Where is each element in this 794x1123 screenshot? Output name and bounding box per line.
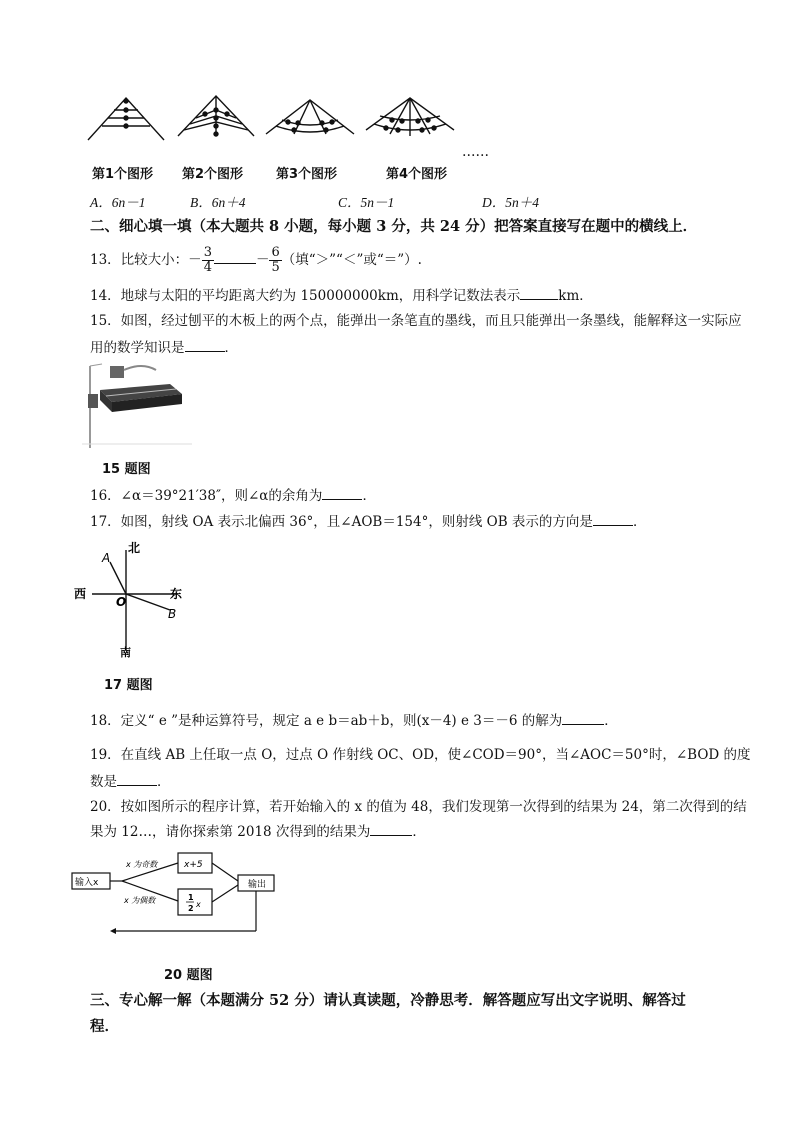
- q15-board-figure: [82, 360, 192, 452]
- q20-suffix: ．: [412, 824, 426, 840]
- flow-odd-label: x 为奇数: [126, 860, 158, 869]
- ray-oa: [110, 562, 126, 594]
- label-o: O: [116, 595, 127, 609]
- section-3-heading-line1: 三、专心解一解（本题满分 52 分）请认真读题，冷静思考．解答题应写出文字说明、解答过: [90, 992, 686, 1009]
- q17-figure-caption: 17 题图: [104, 678, 153, 693]
- flow-input-label: 输入x: [75, 878, 99, 888]
- figure-caption-2: 第2个图形: [182, 167, 244, 182]
- label-north: 北: [128, 541, 141, 555]
- pattern-figure-1: [88, 98, 164, 140]
- q13-prefix: 13．比较大小：－: [90, 252, 202, 268]
- question-19-line2: [90, 771, 171, 792]
- label-a: A: [102, 551, 111, 565]
- q13-mid: －: [255, 252, 270, 268]
- question-16: [90, 485, 376, 506]
- q16-text: 16．∠α＝39°21′38″，则∠α的余角为: [90, 488, 323, 504]
- q14-suffix: km．: [558, 288, 593, 304]
- flow-half-num: 1: [188, 893, 194, 902]
- q13-suffix: （填“＞”“＜”或“＝”）.: [281, 252, 422, 268]
- q15-suffix: ．: [224, 340, 238, 356]
- question-15-line2: [90, 337, 238, 358]
- flow-half-den: 2: [188, 904, 194, 913]
- q19-suffix: ．: [157, 774, 171, 790]
- question-20-line2: [90, 821, 426, 842]
- figure-ellipsis: ……: [462, 144, 489, 160]
- label-east: 东: [170, 587, 183, 601]
- question-20-line1: 20．按如图所示的程序计算，若开始输入的 x 的值为 48，我们发现第一次得到的结果为 24，第二次得到的结: [90, 799, 747, 815]
- question-13: [90, 246, 422, 275]
- option-b: B．6n＋4: [190, 195, 246, 210]
- label-b: B: [168, 607, 177, 621]
- option-c: C．5n－1: [338, 195, 395, 210]
- q13-fraction-2: $\frac{6}{5}$: [271, 245, 280, 275]
- ray-ob: [126, 594, 170, 610]
- figure-caption-1: 第1个图形: [92, 167, 154, 182]
- question-18: [90, 710, 618, 731]
- q20-figure-caption: 20 题图: [164, 968, 213, 983]
- figure-caption-3: 第3个图形: [276, 167, 338, 182]
- q17-suffix: ．: [632, 514, 647, 530]
- q17-text: 17．如图，射线 OA 表示北偏西 36°，且∠AOB＝154°，则射线 OB 表示的方向是: [90, 514, 593, 530]
- section-3-heading-line2: 程．: [90, 1018, 119, 1035]
- q14-text: 14．地球与太阳的平均距离大约为 150000000km，用科学记数法表示: [90, 288, 521, 304]
- q19-line2-text: 数是: [90, 774, 117, 790]
- q17-compass-figure: [70, 538, 200, 658]
- pattern-figure-3: [266, 100, 354, 134]
- question-15-line1: 15．如图，经过刨平的木板上的两个点，能弹出一条笔直的墨线，而且只能弹出一条墨线，能解释这一实际应: [90, 313, 742, 329]
- flow-even-label: x 为偶数: [124, 896, 156, 905]
- q18-suffix: ．: [604, 713, 618, 729]
- label-south: 南: [120, 646, 131, 658]
- q13-fraction-1: $\frac{3}{4}$: [203, 245, 212, 275]
- q20-answer-blank[interactable]: [370, 821, 412, 836]
- flow-output-label: 输出: [248, 880, 267, 890]
- q16-suffix: ．: [362, 488, 376, 504]
- q15-line2-text: 用的数学知识是: [90, 340, 185, 356]
- option-a: A．6n－1: [90, 195, 146, 210]
- q18-answer-blank[interactable]: [562, 710, 604, 725]
- pattern-figures: [80, 90, 460, 150]
- flow-plus5-label: x+5: [184, 860, 203, 870]
- pattern-figure-2: [178, 96, 254, 136]
- flow-half-var: x: [196, 900, 201, 909]
- section-2-heading: 二、细心填一填（本大题共 8 小题，每小题 3 分，共 24 分）把答案直接写在题中的横线上．: [90, 218, 698, 235]
- q15-figure-caption: 15 题图: [102, 462, 151, 477]
- q18-text: 18．定义“ e ”是种运算符号，规定 a e b＝ab＋b，则(x－4) e 3＝－6 的解为: [90, 713, 563, 729]
- q17-answer-blank[interactable]: [593, 511, 633, 526]
- q13-answer-blank[interactable]: [214, 249, 256, 264]
- pattern-figure-4: [366, 98, 454, 136]
- question-17: [90, 511, 646, 532]
- figure-caption-4: 第4个图形: [386, 167, 448, 182]
- flow-half-box: [178, 889, 212, 915]
- q15-answer-blank[interactable]: [185, 337, 225, 352]
- label-west: 西: [74, 587, 87, 601]
- q14-answer-blank[interactable]: [520, 285, 558, 300]
- q16-answer-blank[interactable]: [322, 485, 362, 500]
- q19-answer-blank[interactable]: [117, 771, 157, 786]
- q20-line2-text: 果为 12…，请你探索第 2018 次得到的结果为: [90, 824, 371, 840]
- q20-flowchart: [70, 845, 280, 940]
- question-14: [90, 285, 593, 306]
- question-19-line1: 19．在直线 AB 上任取一点 O，过点 O 作射线 OC、OD，使∠COD＝90°，当∠AOC＝50°时，∠BOD 的度: [90, 747, 751, 763]
- option-d: D．5n＋4: [482, 195, 539, 210]
